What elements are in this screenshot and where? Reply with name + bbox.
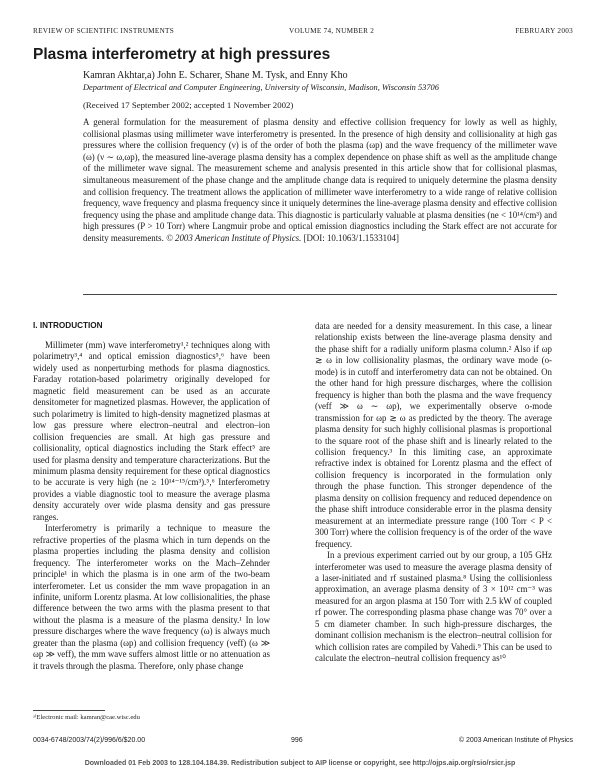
abstract-copyright: © 2003 American Institute of Physics. bbox=[166, 232, 302, 243]
page-footer bbox=[33, 737, 573, 747]
abstract-divider bbox=[83, 294, 557, 295]
author-list: Kamran Akhtar,a) John E. Scharer, Shane M. Tysk, and Enny Kho bbox=[83, 70, 348, 81]
affiliation: Department of Electrical and Computer Engineering, University of Wisconsin, Madison, Wisconsin 53706 bbox=[83, 83, 439, 92]
issue-date: FEBRUARY 2003 bbox=[515, 27, 573, 35]
section-heading: I. INTRODUCTION bbox=[33, 321, 103, 330]
abstract-body: A general formulation for the measurement of plasma density and effective collision frequency for lowly as well as highly, collisional plasmas using millimeter wave interferometry is presented. In the presence of high density and collisionality at high gas pressures where the collision frequency (ν) is of the order of both the plasma (ωp) and the wave frequency of the millimeter wave (ω) (ν ∼ ω,ωp), the measured line-average plasma density has a complex dependence on phase shift as well as the amplitude change of the millimeter wave signal. The measurement scheme and analysis presented in this article show that for collisional plasmas, simultaneous measurement of the phase change and the amplitude change data is required to uniquely determine the plasma density and collision frequency. The treatment allows the application of millimeter wave interferometry to a wide range of relative collision frequency, wave frequency and plasma frequency since it uniquely determines the line-average plasma density and effective collision frequency using the phase and amplitude change data. This diagnostic is particularly valuable at plasma densities (ne < 10¹⁴/cm³) and high pressures (P > 10 Torr) where Langmuir probe and optical emission diagnostics including the Stark effect are not accurate for density measurements. bbox=[83, 117, 557, 243]
paragraph: data are needed for a density measurement. In this case, a linear relationship exists between the line-average plasma density and the phase shift for a radially uniform plasma column.² Also if ωp ≳ ω in low collisionality plasmas, the ordinary wave mode (o-mode) is in cutoff and interferometry data can not be obtained. On the other hand for high pressure discharges, where the collision frequency is higher than both the plasma and the wave frequency (νeff ≫ ω ∼ ωp), we experimentally observe o-mode transmission for ωp ≳ ω as predicted by the theory. The average plasma density for such highly collisional plasmas is proportional to the square root of the phase shift and is linearly related to the collision frequency.³ In this limiting case, an approximate refractive index is obtained for Lorentz plasma and the effect of collision frequency is incorporated in the formulation only through the phase function. This stronger dependence of the plasma density on collision frequency and reduced dependence on the phase shift introduce considerable error in the plasma density measurement at an intermediate pressure range (100 Torr < P < 300 Torr) where the collision frequency is of the order of the wave frequency. bbox=[315, 321, 552, 549]
paper-title: Plasma interferometry at high pressures bbox=[33, 46, 331, 63]
paragraph: In a previous experiment carried out by our group, a 105 GHz interferometer was used to measure the average plasma density of a laser-initiated and rf sustained plasma.⁸ Using the collisionless approximation, an average plasma density of 3 × 10¹² cm⁻³ was measured for an argon plasma at 150 Torr with 2.5 kW of coupled rf power. The corresponding plasma phase change was 70° over a 5 cm diameter chamber. In such high-pressure discharges, the dominant collision mechanism is the electron–neutral collision for which collision rates are compiled by Vahedi.⁹ This can be used to calculate the electron–neutral collision frequency as¹⁰ bbox=[315, 550, 552, 664]
abstract bbox=[83, 117, 557, 245]
footnote-divider bbox=[33, 710, 105, 711]
journal-name: REVIEW OF SCIENTIFIC INSTRUMENTS bbox=[33, 27, 175, 35]
footnote: ᵃ⁾Electronic mail: kamran@cae.wisc.edu bbox=[33, 714, 140, 721]
received-dates: (Received 17 September 2002; accepted 1 November 2002) bbox=[83, 100, 294, 110]
page-number: 996 bbox=[291, 737, 303, 744]
right-column bbox=[315, 321, 552, 665]
download-notice: Downloaded 01 Feb 2003 to 128.104.184.39. Redistribution subject to AIP license or copyright, see http://ojps.aip.org/rsio/rsicr.jsp bbox=[84, 760, 516, 767]
running-header bbox=[33, 27, 573, 39]
paragraph: Millimeter (mm) wave interferometry¹,² techniques along with polarimetry³,⁴ and optical emission diagnostics⁵,⁶ have been widely used as nonperturbing methods for plasma diagnostics. Faraday rotation-based polarimetry originally developed for magnetic field measurement can be used as an accurate densitometer for magnetized plasmas. However, the application of such polarimetry is limited to high-density magnetized plasmas at low gas pressure where electron–neutral and electron–ion collision frequencies are small. At high gas pressure and collisionality, optical diagnostics including the Stark effect⁵ are used for plasma density and temperature characterizations. But the minimum plasma density requirement for these optical diagnostics to be accurate is very high (ne ≥ 10¹⁴⁻¹⁵/cm³).⁵,⁶ Interferometry provides a viable diagnostic tool to measure the average plasma density accurately over wide plasma density and gas pressure ranges. bbox=[33, 340, 270, 522]
paragraph: Interferometry is primarily a technique to measure the refractive properties of the plasma which in turn depends on the plasma properties including the plasma density and collision frequency. The interferometer works on the Mach–Zehnder principle¹ in which the plasma is in one arm of the two-beam interferometer. Let us consider the mm wave propagation in an infinite, uniform Lorentz plasma. At low collisionalities, the phase difference between the two arms with the plasma present to that without the plasma is a measure of the plasma density.¹ In low pressure discharges where the wave frequency (ω) is always much greater than the plasma (ωp) and collision frequency (νeff) (ω ≫ ωp ≫ νeff), the mm wave suffers almost little or no attenuation as it travels through the plasma. Therefore, only phase change bbox=[33, 523, 270, 671]
footer-copyright: © 2003 American Institute of Physics bbox=[458, 737, 573, 744]
doi-link[interactable]: [DOI: 10.1063/1.1533104] bbox=[303, 232, 399, 243]
volume-number: VOLUME 74, NUMBER 2 bbox=[289, 27, 375, 35]
left-column bbox=[33, 321, 270, 672]
issn-code: 0034-6748/2003/74(2)/996/6/$20.00 bbox=[33, 737, 146, 744]
